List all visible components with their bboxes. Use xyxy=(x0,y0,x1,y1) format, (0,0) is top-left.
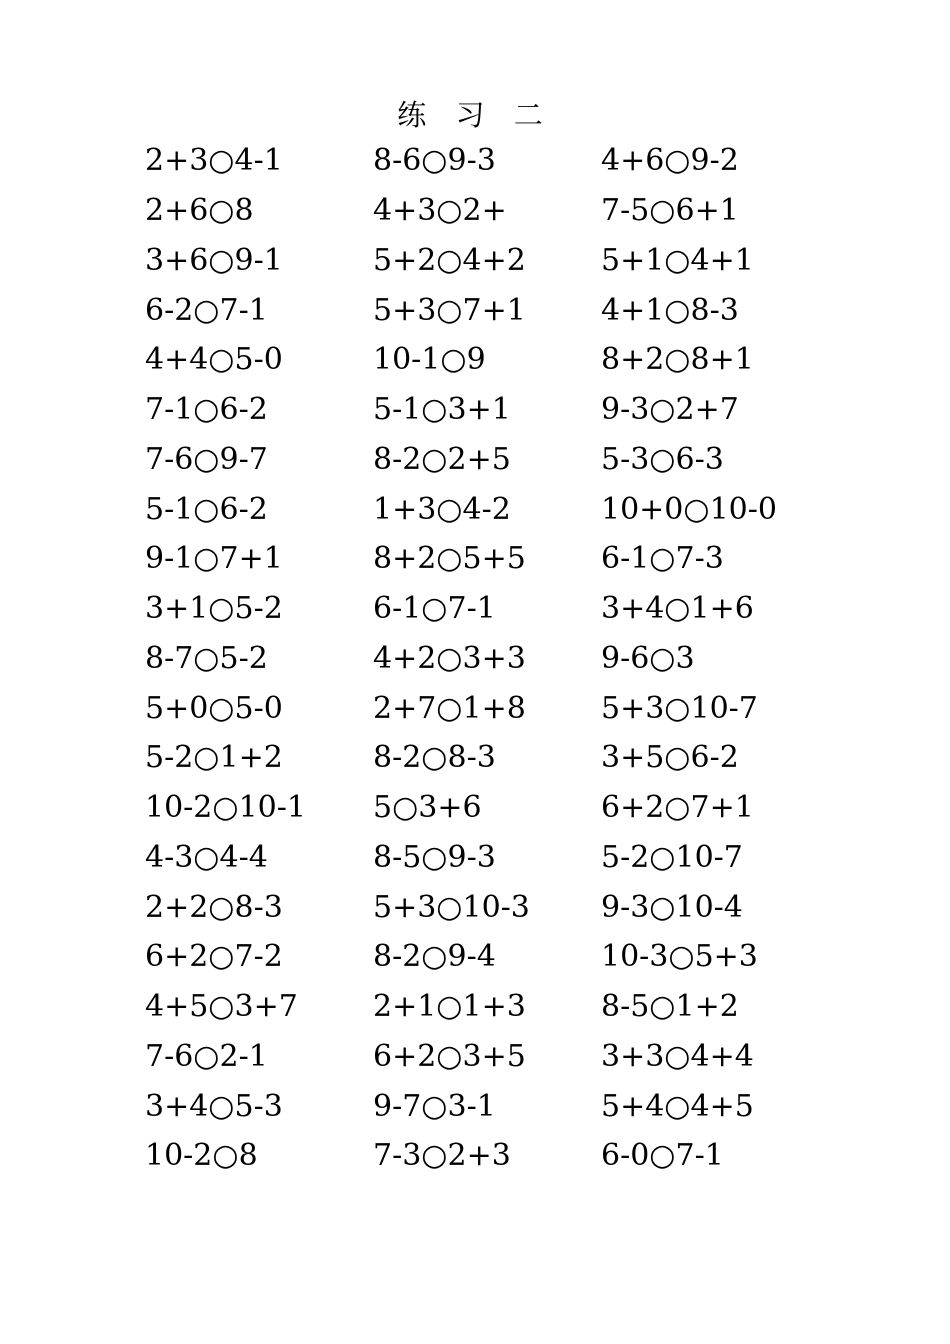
comparison-problem: 5+4○4+5 xyxy=(601,1088,754,1124)
exercise-row xyxy=(145,783,845,833)
comparison-problem: 4+1○8-3 xyxy=(601,292,739,328)
exercise-row xyxy=(145,236,845,286)
comparison-problem: 10-2○10-1 xyxy=(145,790,306,826)
comparison-problem: 7-3○2+3 xyxy=(373,1138,511,1174)
comparison-problem: 8-2○2+5 xyxy=(373,441,511,477)
comparison-problem: 10-2○8 xyxy=(145,1138,258,1174)
comparison-problem: 6-0○7-1 xyxy=(601,1138,724,1174)
exercise-row xyxy=(145,683,845,733)
exercise-row xyxy=(145,982,845,1032)
exercise-row xyxy=(145,285,845,335)
comparison-problem: 6-2○7-1 xyxy=(145,292,268,328)
exercise-row xyxy=(145,534,845,584)
comparison-problem: 8-6○9-3 xyxy=(373,143,496,179)
comparison-problem: 6+2○7+1 xyxy=(601,790,754,826)
exercise-row xyxy=(145,733,845,783)
comparison-problem: 5+3○10-3 xyxy=(373,889,530,925)
comparison-problem: 10-3○5+3 xyxy=(601,939,758,975)
exercise-row xyxy=(145,1081,845,1131)
comparison-problem: 9-7○3-1 xyxy=(373,1088,496,1124)
comparison-problem: 4-3○4-4 xyxy=(145,839,268,875)
comparison-problem: 9-6○3 xyxy=(601,640,695,676)
comparison-problem: 7-5○6+1 xyxy=(601,193,739,229)
comparison-problem: 5-3○6-3 xyxy=(601,441,724,477)
comparison-problem: 8+2○8+1 xyxy=(601,342,754,378)
comparison-problem: 9-1○7+1 xyxy=(145,541,283,577)
comparison-problem: 4+5○3+7 xyxy=(145,989,298,1025)
comparison-problem: 3+6○9-1 xyxy=(145,242,283,278)
comparison-problem: 5-2○1+2 xyxy=(145,740,283,776)
comparison-problem: 4+6○9-2 xyxy=(601,143,739,179)
comparison-problem: 3+4○1+6 xyxy=(601,591,754,627)
comparison-problem: 3+5○6-2 xyxy=(601,740,739,776)
exercise-row xyxy=(145,484,845,534)
comparison-problem: 2+2○8-3 xyxy=(145,889,283,925)
comparison-problem: 6+2○7-2 xyxy=(145,939,283,975)
comparison-problem: 5+3○7+1 xyxy=(373,292,526,328)
comparison-problem: 7-6○2-1 xyxy=(145,1038,268,1074)
comparison-problem: 2+6○8 xyxy=(145,193,254,229)
exercise-row xyxy=(145,385,845,435)
exercise-row xyxy=(145,136,845,186)
comparison-problem: 8+2○5+5 xyxy=(373,541,526,577)
comparison-problem: 5-2○10-7 xyxy=(601,839,743,875)
comparison-problem: 9-3○2+7 xyxy=(601,392,739,428)
comparison-problem: 7-6○9-7 xyxy=(145,441,268,477)
exercise-row xyxy=(145,584,845,634)
comparison-problem: 5+1○4+1 xyxy=(601,242,754,278)
comparison-problem: 8-2○9-4 xyxy=(373,939,496,975)
comparison-problem: 8-2○8-3 xyxy=(373,740,496,776)
comparison-problem: 1+3○4-2 xyxy=(373,491,511,527)
comparison-problem: 8-7○5-2 xyxy=(145,640,268,676)
comparison-problem: 3+3○4+4 xyxy=(601,1038,754,1074)
comparison-problem: 5○3+6 xyxy=(373,790,482,826)
comparison-problem: 4+2○3+3 xyxy=(373,640,526,676)
comparison-problem: 8-5○1+2 xyxy=(601,989,739,1025)
comparison-problem: 3+4○5-3 xyxy=(145,1088,283,1124)
exercise-row xyxy=(145,882,845,932)
comparison-problem: 5-1○6-2 xyxy=(145,491,268,527)
comparison-problem: 10-1○9 xyxy=(373,342,486,378)
comparison-problem: 5+0○5-0 xyxy=(145,690,283,726)
comparison-problem: 3+1○5-2 xyxy=(145,591,283,627)
comparison-problem: 5+3○10-7 xyxy=(601,690,758,726)
exercise-row xyxy=(145,1032,845,1082)
comparison-problem: 2+3○4-1 xyxy=(145,143,283,179)
comparison-problem: 2+7○1+8 xyxy=(373,690,526,726)
comparison-problem: 2+1○1+3 xyxy=(373,989,526,1025)
exercise-row xyxy=(145,932,845,982)
exercise-row xyxy=(145,634,845,684)
exercise-row xyxy=(145,186,845,236)
exercise-row xyxy=(145,435,845,485)
comparison-problem: 10+0○10-0 xyxy=(601,491,777,527)
comparison-problem: 5+2○4+2 xyxy=(373,242,526,278)
comparison-problem: 5-1○3+1 xyxy=(373,392,511,428)
comparison-problem: 9-3○10-4 xyxy=(601,889,743,925)
exercise-grid xyxy=(145,136,845,1181)
page-title: 练 习 二 xyxy=(397,98,553,132)
exercise-row xyxy=(145,335,845,385)
comparison-problem: 7-1○6-2 xyxy=(145,392,268,428)
comparison-problem: 6-1○7-3 xyxy=(601,541,724,577)
comparison-problem: 8-5○9-3 xyxy=(373,839,496,875)
exercise-row xyxy=(145,833,845,883)
comparison-problem: 6+2○3+5 xyxy=(373,1038,526,1074)
comparison-problem: 4+3○2+ xyxy=(373,193,507,229)
comparison-problem: 4+4○5-0 xyxy=(145,342,283,378)
comparison-problem: 6-1○7-1 xyxy=(373,591,496,627)
exercise-row xyxy=(145,1131,845,1181)
